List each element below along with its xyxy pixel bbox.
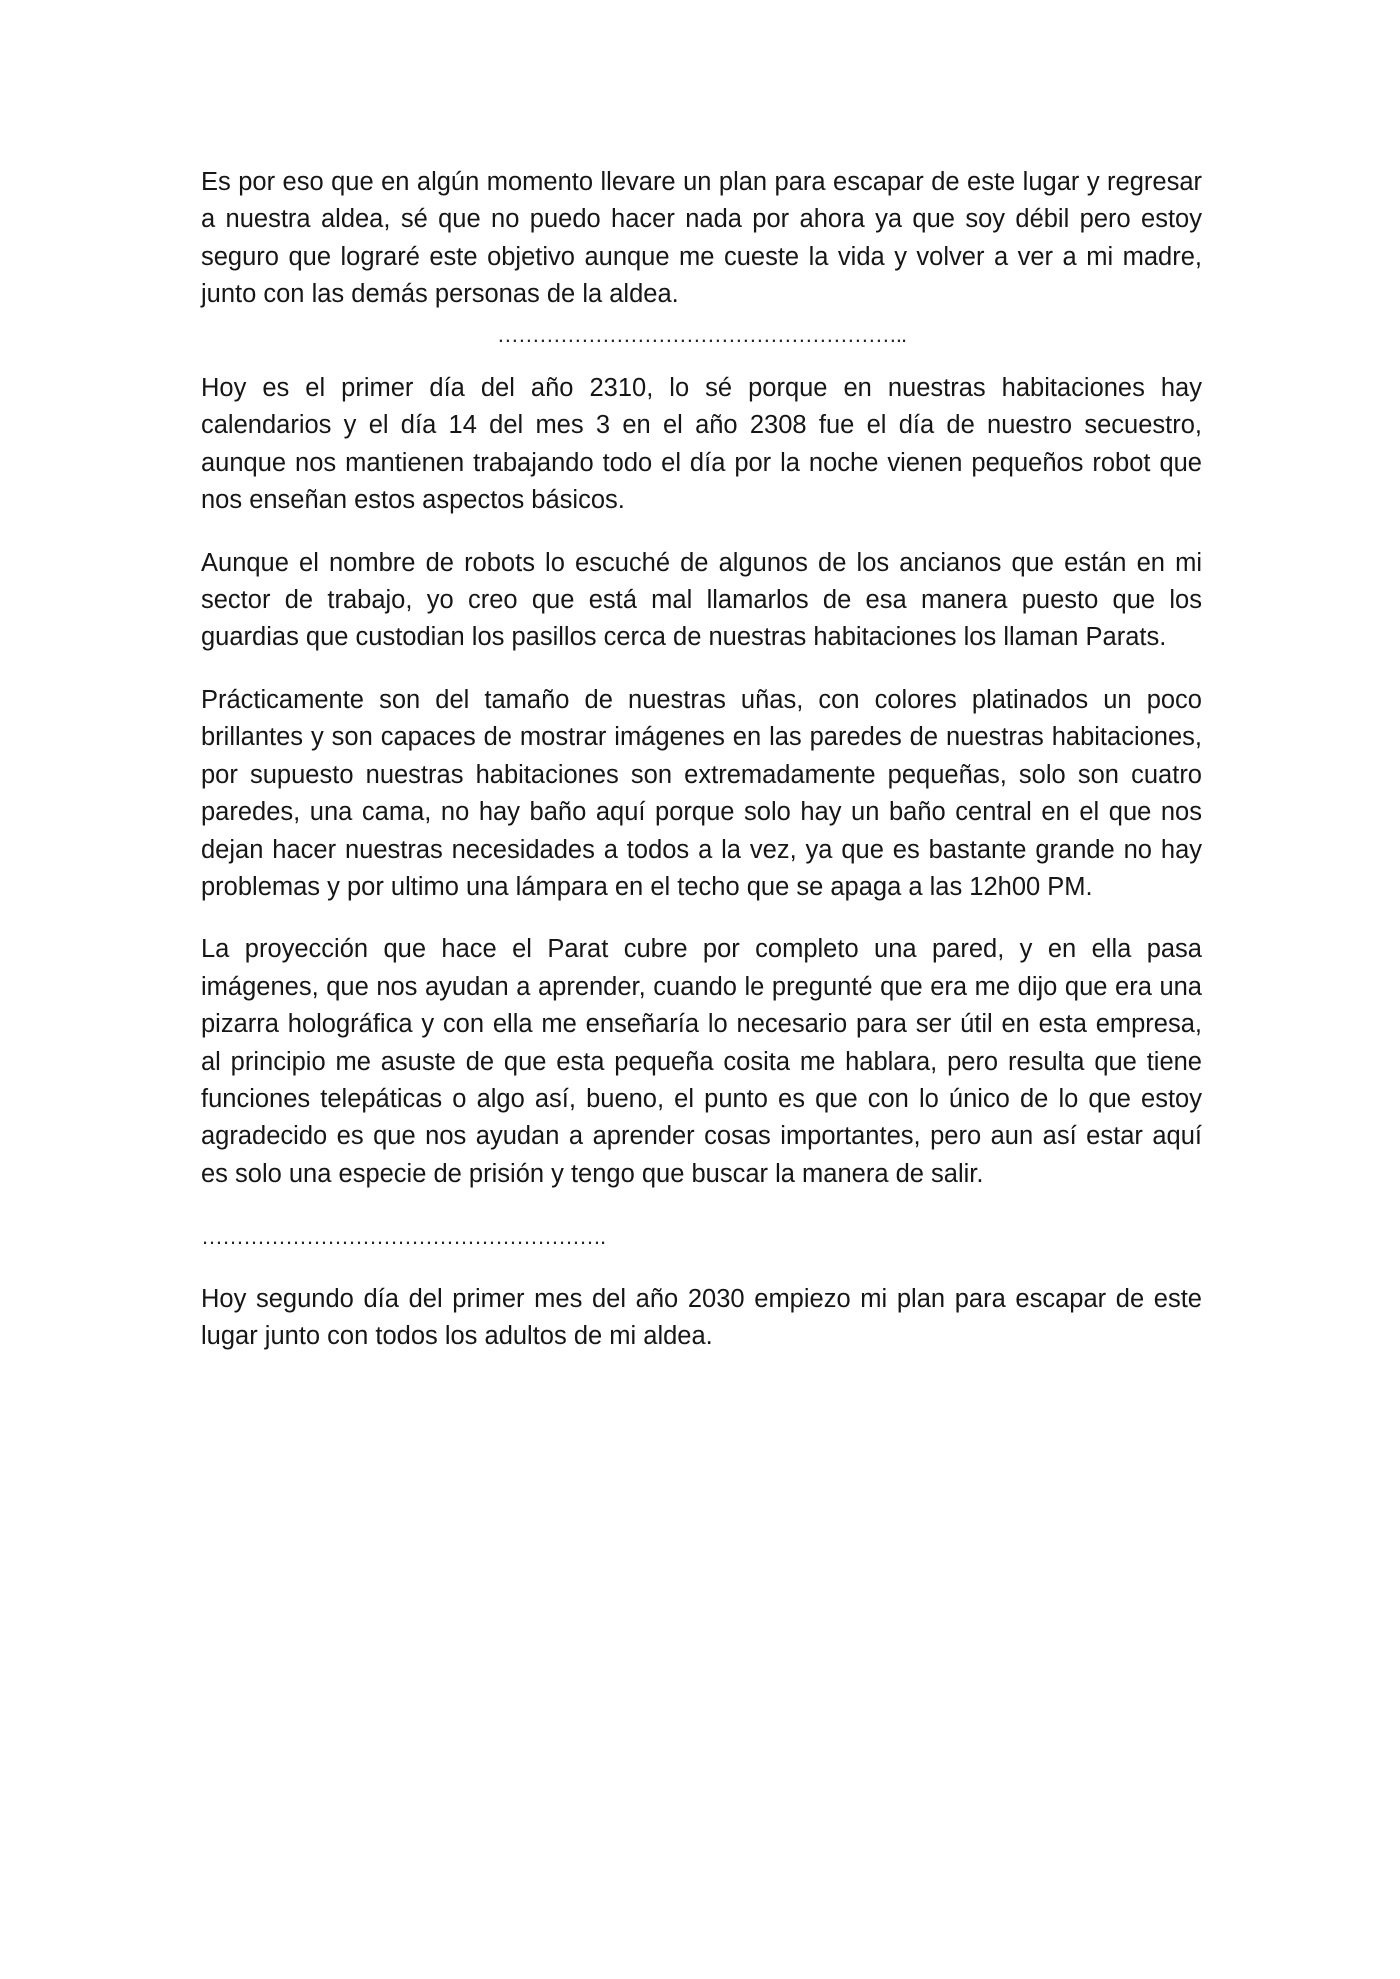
spacer: [201, 1256, 1202, 1281]
spacer: [201, 1193, 1202, 1218]
spacer: [201, 906, 1202, 931]
paragraph-parats-description: Prácticamente son del tamaño de nuestras uñas, con colores platinados un poco brillantes y son capaces de mostrar imágenes en las paredes de nuestras habitaciones, por supuesto nuestras habitaciones son extremadamente pequeñas, solo son cuatro paredes, una cama, no hay baño aquí porque solo hay un baño central en el que nos dejan hacer nuestras necesidades a todos a la vez, ya que es bastante grande no hay problemas y por ultimo una lámpara en el techo que se apaga a las 12h00 PM.: [201, 685, 1202, 901]
paragraph-new-year: Hoy es el primer día del año 2310, lo sé porque en nuestras habitaciones hay calendarios y el día 14 del mes 3 en el año 2308 fue el día de nuestro secuestro, aunque nos mantienen trabajando todo el día por la noche vienen pequeños robot que nos enseñan estos aspectos básicos.: [201, 374, 1202, 515]
section-separator: ………………………………………………….: [201, 1224, 606, 1250]
spacer: [201, 520, 1202, 545]
paragraph-escape-plan: Es por eso que en algún momento llevare un plan para escapar de este lugar y regresar a nuestra aldea, sé que no puedo hacer nada por ahora ya que soy débil pero estoy seguro que lograré este objetivo aunque me cueste la vida y volver a ver a mi madre, junto con las demás personas de la aldea.: [201, 168, 1202, 309]
section-separator: …………………………………………………..: [496, 321, 907, 347]
paragraph-robots-name: Aunque el nombre de robots lo escuché de algunos de los ancianos que están en mi sector de trabajo, yo creo que está mal llamarlos de esa manera puesto que los guardias que custodian los pasillos cerca de nuestras habitaciones los llaman Parats.: [201, 548, 1202, 652]
paragraph-projection: La proyección que hace el Parat cubre por completo una pared, y en ella pasa imágenes, que nos ayudan a aprender, cuando le pregunté que era me dijo que era una pizarra holográfica y con ella me enseñaría lo necesario para ser útil en esta empresa, al principio me asuste de que esta pequeña cosita me hablara, pero resulta que tiene funciones telepáticas o algo así, bueno, el punto es que con lo único de lo que estoy agradecido es que nos ayudan a aprender cosas importantes, pero aun así estar aquí es solo una especie de prisión y tengo que buscar la manera de salir.: [201, 935, 1202, 1188]
spacer: [201, 353, 1202, 370]
spacer: [201, 657, 1202, 682]
document-body: [201, 164, 1202, 1355]
paragraph-second-day: Hoy segundo día del primer mes del año 2030 empiezo mi plan para escapar de este lugar junto con todos los adultos de mi aldea.: [201, 1284, 1202, 1350]
